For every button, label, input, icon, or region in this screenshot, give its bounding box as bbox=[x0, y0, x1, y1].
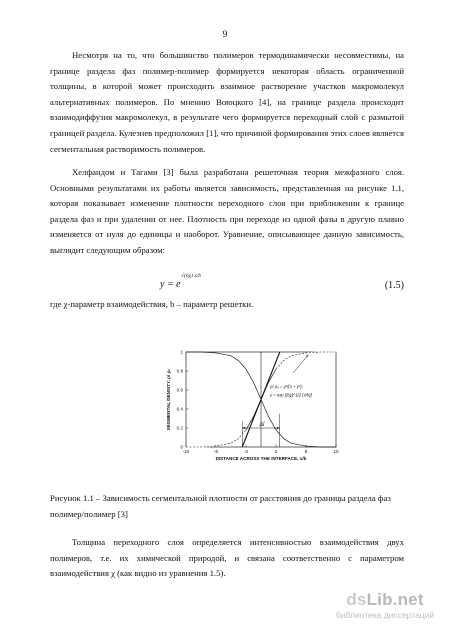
equation-legend: где χ-параметр взаимодействия, b – параметр решетки. bbox=[50, 299, 254, 309]
y-tick-label: 0.4 bbox=[176, 406, 183, 412]
y-axis-label: SEGMENTAL DENSITY, ρ/ ρ₀ bbox=[166, 368, 171, 431]
equation-1-5 bbox=[50, 273, 404, 297]
watermark-brand: dsLib.net bbox=[346, 590, 424, 609]
y-tick-label: 0.8 bbox=[176, 368, 183, 374]
y-tick-label: 0 bbox=[180, 444, 183, 450]
x-tick-label: -10 bbox=[182, 449, 190, 454]
paragraph-2: Хелфандом и Тагами [3] была разработана решеточная теория межфазного слоя. Основными результатами их работы является зависимость, представленная на рисунке 1.1, которая показывает изменение плотности переходного слоя при приближении к границе раздела фаз и при удалении от нее. Плотность при переходе из одной фазы в другую плавно изменяется от нуля до единицы и наоборот. Уравнение, описывающее данную зависимость, выглядит следующим образом: bbox=[50, 167, 404, 255]
figure-caption: Рисунок 1.1 – Зависимость сегментальной плотности от расстояния до границы раздела фаз полимер/полимер [3] bbox=[50, 493, 391, 519]
equation-number: (1.5) bbox=[384, 280, 404, 291]
series-dash-mask bbox=[276, 352, 336, 369]
x-tick-label: -2 bbox=[243, 449, 249, 454]
paragraph-1: Несмотря на то, что большинство полимеров термодинамически несовместимы, на границе раздела фаз полимер-полимер формируется некоторая область ограниченной толщины, в которой может происходить взаимное растворение участков макромолекул альтернативных полимеров. По мнению Воюцкого [4], на границе раздела происходит взаимодиффузия макромолекул, в результате чего формируется переходный слой с размытой границей раздела. Кулезнев предположил [1], что причиной формирования этих слоев является сегментальная растворимость полимеров. bbox=[50, 50, 404, 154]
formula-annotation-2: y = exp [(6χ)^1/2 (x/b)] bbox=[270, 392, 312, 398]
x-tick-label: 6 bbox=[304, 449, 308, 454]
x-tick-label: -6 bbox=[213, 449, 219, 454]
closing-paragraph: Толщина переходного слоя определяется интенсивностью взаимодействия двух полимеров, т.е. их химической природой, и связана соответственно с параметром взаимодействия χ (как видно из уравнения 1.5). bbox=[50, 537, 404, 579]
pointer-line bbox=[293, 355, 308, 373]
equation-exponent: √(6χ) x/b bbox=[181, 273, 201, 279]
x-tick-label: 2 bbox=[274, 449, 278, 454]
formula-annotation-1: ρ/ ρ₀ = y²/(1 + y²); bbox=[270, 384, 303, 390]
x-axis-label: DISTANCE ACROSS THE INTERFACE, x/b bbox=[215, 456, 307, 461]
delta-arrow-head-left bbox=[242, 427, 245, 430]
y-tick-label: 0.6 bbox=[176, 387, 183, 393]
equation-body: y = e bbox=[160, 279, 181, 290]
y-tick-label: 0.2 bbox=[176, 425, 183, 431]
series-rising-dashed-left bbox=[186, 430, 246, 447]
delta-label: Δl bbox=[259, 422, 265, 428]
series-dash-mask-left bbox=[186, 430, 246, 447]
watermark-subtitle: библиотека диссертаций bbox=[335, 610, 435, 620]
x-tick-label: 10 bbox=[333, 449, 339, 454]
y-tick-label: 1 bbox=[180, 349, 183, 355]
watermark-logo bbox=[330, 590, 440, 620]
series-rising-dashed bbox=[276, 352, 336, 369]
delta-arrow-head-right bbox=[277, 427, 280, 430]
density-chart bbox=[160, 348, 340, 474]
figure-1-1 bbox=[160, 348, 340, 479]
page-number: 9 bbox=[222, 30, 228, 40]
